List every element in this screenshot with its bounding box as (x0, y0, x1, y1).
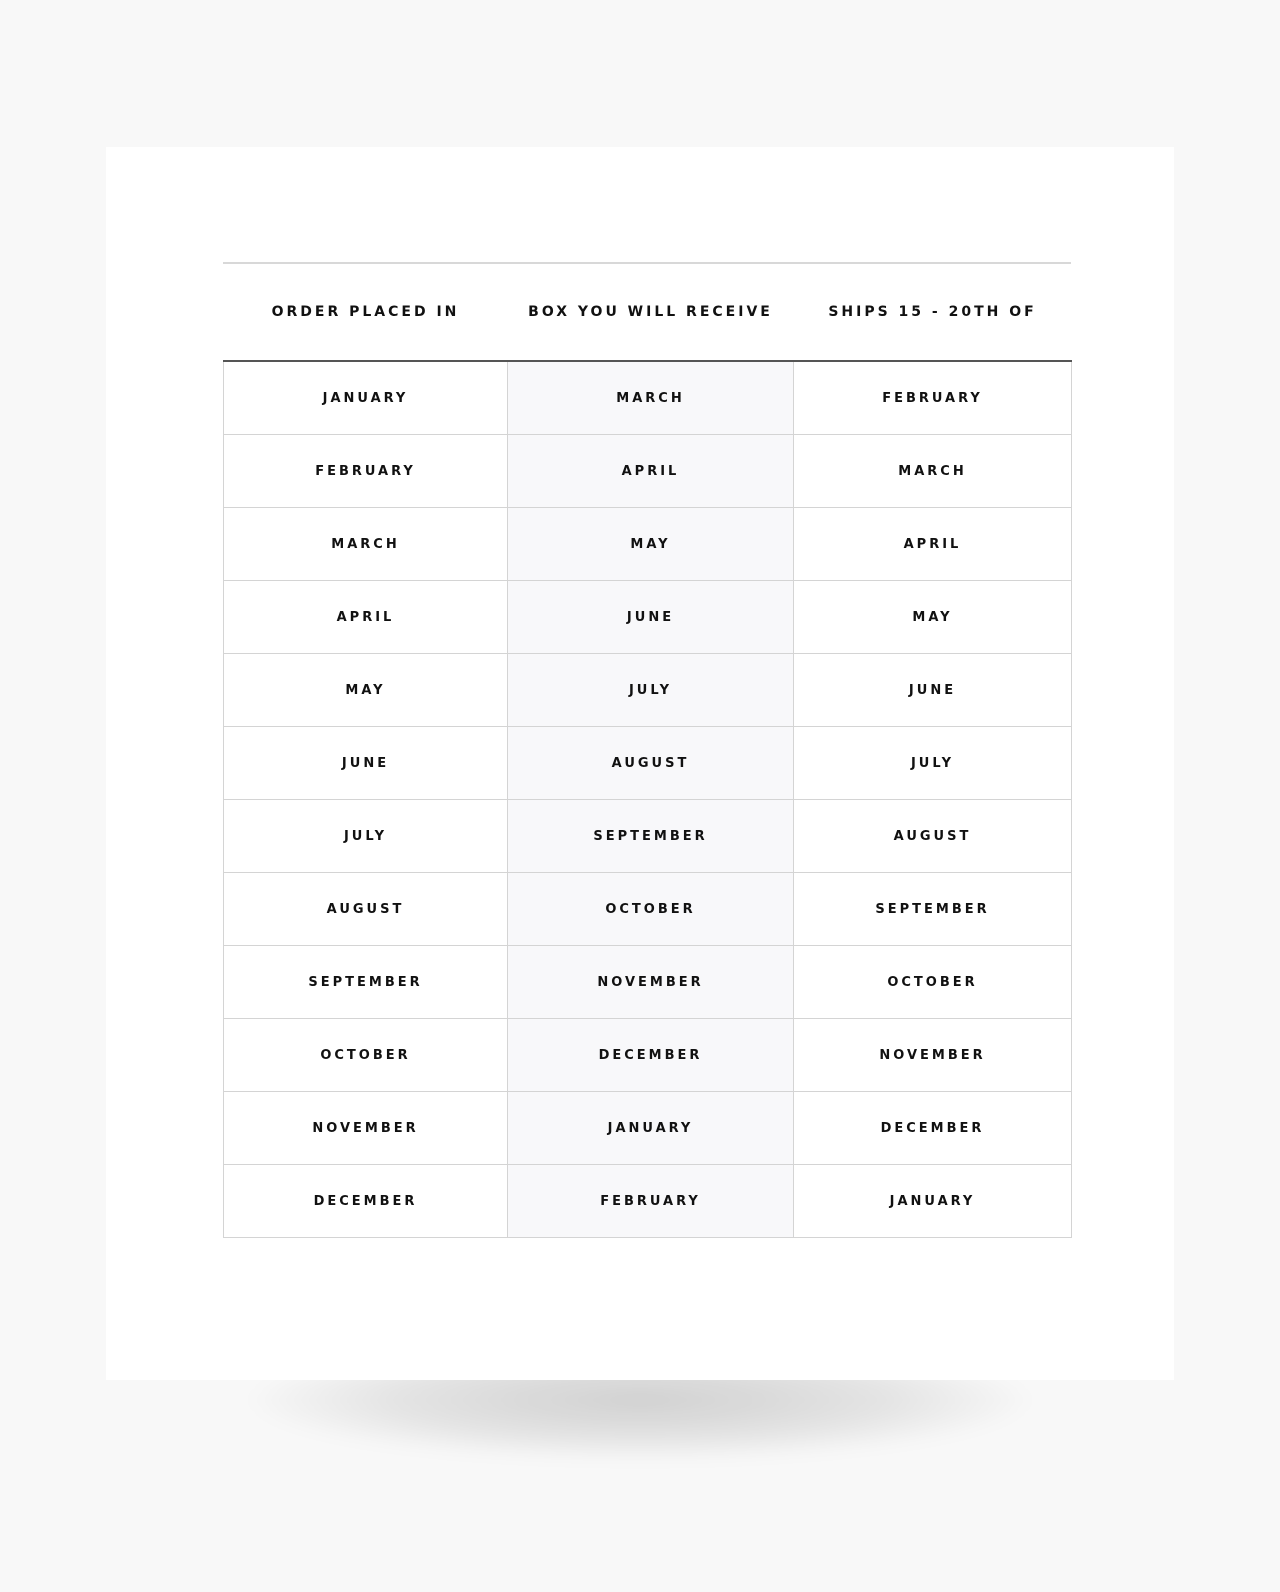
header-box-you-will-receive: BOX YOU WILL RECEIVE (508, 264, 794, 361)
box-month-cell: JULY (508, 654, 794, 727)
ship-month-cell: AUGUST (794, 800, 1072, 873)
ship-month-cell: OCTOBER (794, 946, 1072, 1019)
box-month-cell: FEBRUARY (508, 1165, 794, 1238)
shipping-schedule-table (223, 264, 1072, 1238)
shipping-schedule-card (106, 147, 1174, 1380)
table-row (224, 581, 1072, 654)
order-month-cell: APRIL (224, 581, 508, 654)
box-month-cell: JUNE (508, 581, 794, 654)
table-row (224, 654, 1072, 727)
table-row (224, 361, 1072, 435)
order-month-cell: JULY (224, 800, 508, 873)
ship-month-cell: JULY (794, 727, 1072, 800)
table-row (224, 946, 1072, 1019)
order-month-cell: JANUARY (224, 361, 508, 435)
order-month-cell: MARCH (224, 508, 508, 581)
header-order-placed-in: ORDER PLACED IN (224, 264, 508, 361)
box-month-cell: JANUARY (508, 1092, 794, 1165)
box-month-cell: AUGUST (508, 727, 794, 800)
order-month-cell: OCTOBER (224, 1019, 508, 1092)
box-month-cell: NOVEMBER (508, 946, 794, 1019)
box-month-cell: SEPTEMBER (508, 800, 794, 873)
header-ships-on: SHIPS 15 - 20TH OF (794, 264, 1072, 361)
ship-month-cell: SEPTEMBER (794, 873, 1072, 946)
table-row (224, 508, 1072, 581)
order-month-cell: DECEMBER (224, 1165, 508, 1238)
box-month-cell: DECEMBER (508, 1019, 794, 1092)
table-row (224, 873, 1072, 946)
shipping-schedule (223, 262, 1071, 1238)
table-row (224, 1165, 1072, 1238)
order-month-cell: JUNE (224, 727, 508, 800)
header-row (224, 264, 1072, 361)
table-row (224, 1019, 1072, 1092)
box-month-cell: MAY (508, 508, 794, 581)
order-month-cell: NOVEMBER (224, 1092, 508, 1165)
order-month-cell: AUGUST (224, 873, 508, 946)
table-row (224, 435, 1072, 508)
table-row (224, 1092, 1072, 1165)
box-month-cell: APRIL (508, 435, 794, 508)
ship-month-cell: JANUARY (794, 1165, 1072, 1238)
ship-month-cell: MARCH (794, 435, 1072, 508)
ship-month-cell: MAY (794, 581, 1072, 654)
ship-month-cell: FEBRUARY (794, 361, 1072, 435)
order-month-cell: MAY (224, 654, 508, 727)
order-month-cell: FEBRUARY (224, 435, 508, 508)
ship-month-cell: JUNE (794, 654, 1072, 727)
box-month-cell: OCTOBER (508, 873, 794, 946)
table-row (224, 727, 1072, 800)
ship-month-cell: NOVEMBER (794, 1019, 1072, 1092)
order-month-cell: SEPTEMBER (224, 946, 508, 1019)
table-row (224, 800, 1072, 873)
box-month-cell: MARCH (508, 361, 794, 435)
ship-month-cell: APRIL (794, 508, 1072, 581)
ship-month-cell: DECEMBER (794, 1092, 1072, 1165)
